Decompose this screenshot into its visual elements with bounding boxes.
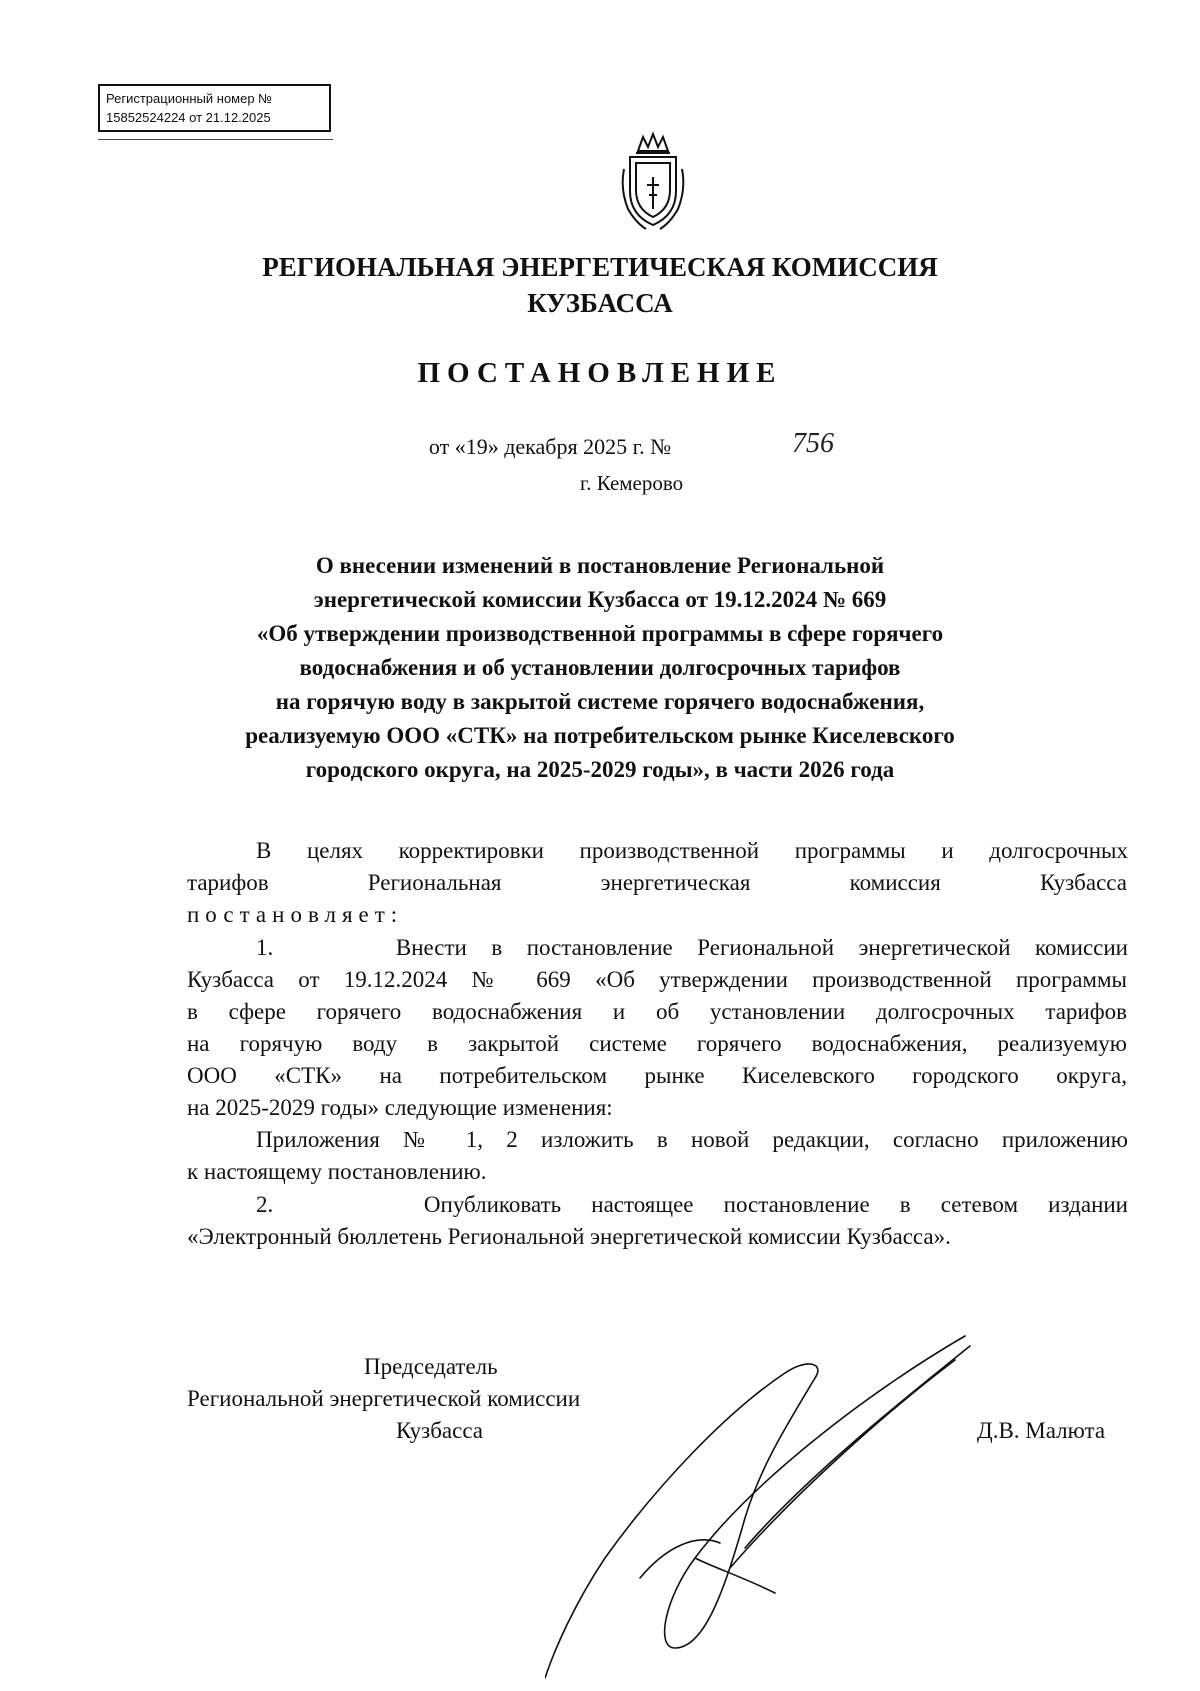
registration-number: 15852524224 от 21.12.2025	[106, 110, 271, 125]
coat-of-arms-icon	[616, 129, 690, 233]
title-line: городского округа, на 2025-2029 годы», в части 2026 года	[305, 757, 895, 782]
item-2-line: «Электронный бюллетень Региональной энергетической комиссии Кузбасса».	[187, 1224, 951, 1249]
title-line: О внесении изменений в постановление Региональной	[315, 553, 885, 578]
organization-name-line-2: КУЗБАССА	[527, 288, 673, 318]
appendix-line: к настоящему постановлению.	[187, 1159, 487, 1184]
document-date-text: от «19» декабря 2025 г. №	[428, 434, 672, 459]
preamble-line: В целях корректировки производственной программы и долгосрочных	[256, 838, 1128, 863]
preamble-line: тарифов Региональная энергетическая комиссия Кузбасса	[187, 870, 1127, 895]
title-line: водоснабжения и об установлении долгосрочных тарифов	[299, 655, 901, 680]
item-1-line: на 2025-2029 годы» следующие изменения:	[187, 1095, 613, 1120]
document-type: ПОСТАНОВЛЕНИЕ	[417, 357, 783, 389]
document-city: г. Кемерово	[580, 471, 684, 495]
organization-name-line-1: РЕГИОНАЛЬНАЯ ЭНЕРГЕТИЧЕСКАЯ КОМИССИЯ	[262, 252, 938, 282]
resolution-word: постановляет:	[187, 902, 404, 927]
signatory-name: Д.В. Малюта	[977, 1418, 1106, 1443]
item-2-line: 2. Опубликовать настоящее постановление в сетевом издании	[256, 1192, 1128, 1217]
signatory-position-line-1: Председатель	[364, 1354, 498, 1379]
signatory-position-line-3: Кузбасса	[396, 1418, 484, 1443]
registration-underline	[98, 139, 333, 140]
item-1-line: Кузбасса от 19.12.2024 № 669 «Об утверждении производственной программы	[187, 967, 1127, 992]
appendix-line: Приложения № 1, 2 изложить в новой редакции, согласно приложению	[256, 1127, 1128, 1152]
item-1-line: на горячую воду в закрытой системе горячего водоснабжения, реализуемую	[187, 1031, 1127, 1056]
item-1-line: в сфере горячего водоснабжения и об установлении долгосрочных тарифов	[187, 999, 1127, 1024]
title-line: «Об утверждении производственной программы в сфере горячего	[256, 621, 944, 646]
title-line: реализуемую ООО «СТК» на потребительском рынке Киселевского	[245, 723, 955, 748]
handwritten-signature-icon	[545, 1318, 985, 1688]
title-line: на горячую воду в закрытой системе горячего водоснабжения,	[275, 689, 925, 714]
item-1-line: ООО «СТК» на потребительском рынке Киселевского городского округа,	[187, 1063, 1127, 1088]
registration-stamp	[98, 84, 331, 132]
document-date	[0, 434, 1200, 460]
document-number: 756	[792, 428, 834, 459]
title-line: энергетической комиссии Кузбасса от 19.12.2024 № 669	[313, 587, 887, 612]
registration-label: Регистрационный номер №	[106, 91, 273, 106]
item-1-line: 1. Внести в постановление Региональной энергетической комиссии	[256, 935, 1128, 960]
signatory-position-line-2: Региональной энергетической комиссии	[187, 1386, 581, 1411]
